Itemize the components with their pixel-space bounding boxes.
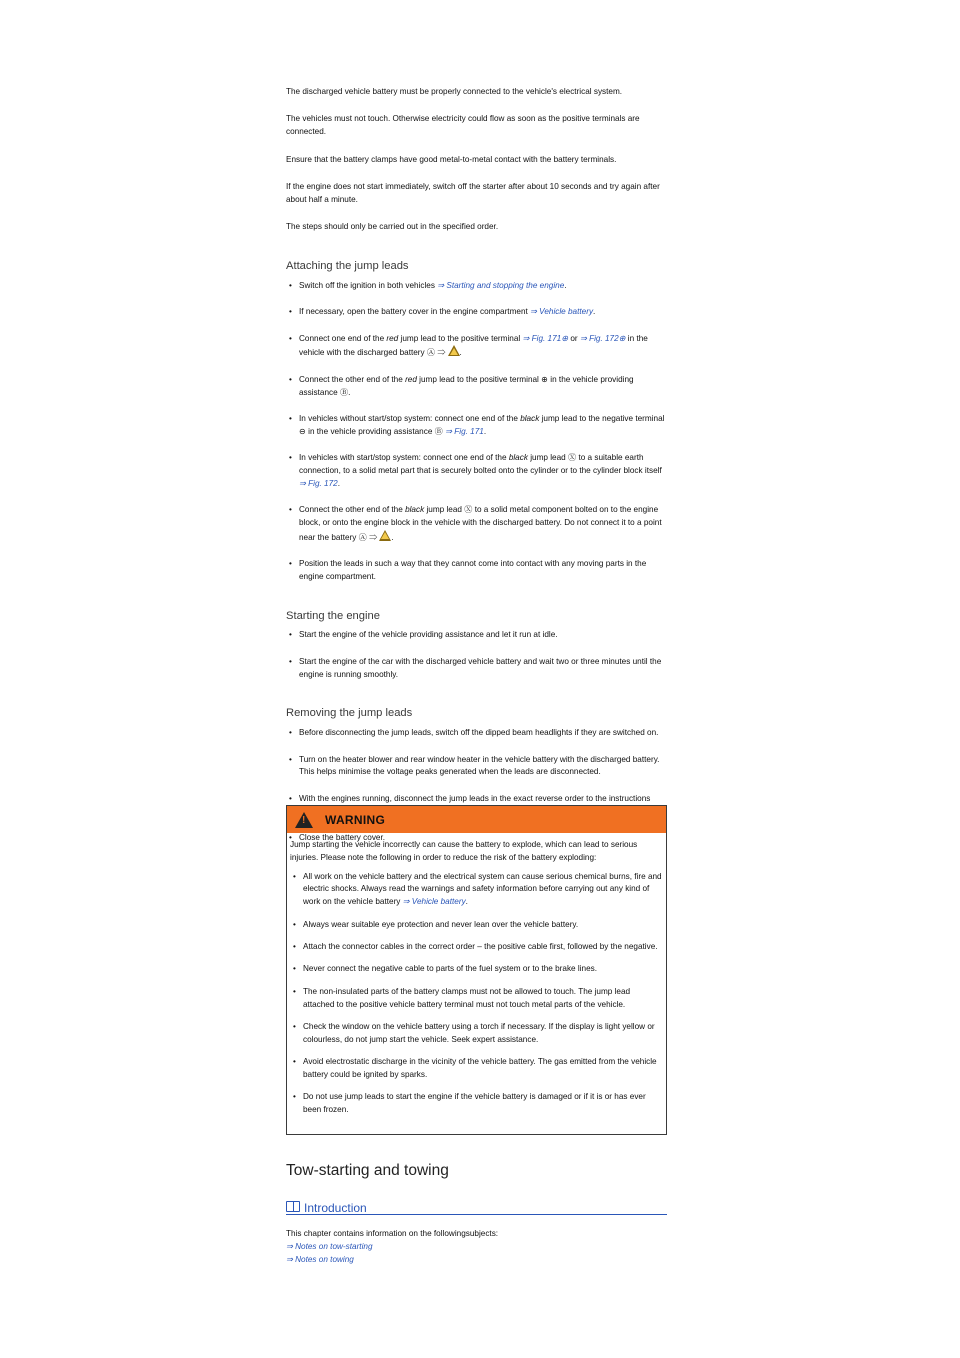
- list-item: • Never connect the negative cable to parts of the fuel system or to the brake lines.: [290, 963, 663, 976]
- list-item: • Start the engine of the car with the discharged vehicle battery and wait two or three minutes until the engine is running smoothly.: [286, 656, 668, 682]
- list-item: • All work on the vehicle battery and the electrical system can cause serious chemical burns, fire and electric shocks. Always read the warnings and safety information before carrying out any kind of work on the vehicle battery ⇒ Vehicle battery.: [290, 871, 663, 909]
- warning-body: [287, 833, 666, 1117]
- list-item: • Switch off the ignition in both vehicles ⇒ Starting and stopping the engine.: [286, 280, 668, 293]
- list-item: • Check the window on the vehicle battery using a torch if necessary. If the display is light yellow or colourless, do not jump start the vehicle. Seek expert assistance.: [290, 1021, 663, 1047]
- section-title-attaching: Attaching the jump leads: [286, 259, 409, 272]
- section-title-removing: Removing the jump leads: [286, 707, 413, 720]
- list-item: • Connect one end of the red jump lead to the positive terminal ⇒ Fig. 171⊕ or ⇒ Fig. 172⊕ in the vehicle with the discharged battery Ⓐ ⇒ .: [286, 333, 668, 361]
- link-notes-tow-starting[interactable]: ⇒ Notes on tow-starting: [286, 1241, 373, 1251]
- list-item: • Connect the other end of the red jump lead to the positive terminal ⊕ in the vehicle providing assistance Ⓑ.: [286, 374, 668, 400]
- list-item: • The non-insulated parts of the battery clamps must not be allowed to touch. The jump lead attached to the positive vehicle battery terminal must not touch metal parts of the vehicle.: [290, 986, 663, 1012]
- warning-triangle-icon[interactable]: [448, 345, 460, 356]
- starting-steps: [286, 629, 668, 681]
- chapter-subjects: [286, 1228, 498, 1266]
- link-fig-172[interactable]: ⇒ Fig. 172⊕: [579, 333, 626, 343]
- link-vehicle-battery[interactable]: ⇒ Vehicle battery: [402, 897, 466, 907]
- list-item: • Start the engine of the vehicle providing assistance and let it run at idle.: [286, 629, 668, 642]
- link-notes-towing[interactable]: ⇒ Notes on towing: [286, 1254, 354, 1264]
- paragraph: Ensure that the battery clamps have good metal-to-metal contact with the battery terminals.: [286, 154, 617, 164]
- paragraph: The steps should only be carried out in the specified order.: [286, 222, 499, 232]
- list-item: • Connect the other end of the black jump lead Ⓧ to a solid metal component bolted on to the engine block, or onto the engine block in the vehicle with the discharged battery. Do not connect it to a point near the battery Ⓐ ⇒ .: [286, 504, 668, 544]
- list-item: • In vehicles with start/stop system: connect one end of the black jump lead Ⓧ to a suitable earth connection, to a solid metal part that is securely bolted onto the cylinder or to the cylinder block itself ⇒ Fig. 172.: [286, 452, 668, 490]
- warning-title: WARNING: [325, 812, 386, 827]
- attaching-steps: [286, 280, 668, 584]
- book-icon: [286, 1201, 300, 1212]
- warning-list: [290, 871, 663, 1117]
- link-fig-171[interactable]: ⇒ Fig. 171⊕: [522, 333, 569, 343]
- link-fig-171[interactable]: ⇒ Fig. 171: [445, 426, 484, 436]
- paragraph: The vehicles must not touch. Otherwise electricity could flow as soon as the positive terminals are connected.: [286, 114, 640, 137]
- list-item: • Before disconnecting the jump leads, switch off the dipped beam headlights if they are switched on.: [286, 727, 668, 740]
- chapter-text: This chapter contains information on the followingsubjects:: [286, 1229, 499, 1238]
- list-item: • With the engines running, disconnect the jump leads in the exact reverse order to the instructions: [286, 793, 668, 819]
- list-item: • If necessary, open the battery cover in the engine compartment ⇒ Vehicle battery.: [286, 306, 668, 319]
- chapter-title: Tow-starting and towing: [286, 1162, 449, 1179]
- list-item: • In vehicles without start/stop system: connect one end of the black jump lead to the negative terminal ⊖ in the vehicle providing assistance Ⓑ ⇒ Fig. 171.: [286, 413, 668, 439]
- introduction-heading[interactable]: Introduction: [286, 1201, 667, 1215]
- list-item: • Turn on the heater blower and rear window heater in the vehicle battery with the discharged battery. This helps minimise the voltage peaks generated when the leads are disconnected.: [286, 754, 668, 780]
- warning-icon: !: [295, 812, 313, 828]
- section-title-starting: Starting the engine: [286, 609, 380, 622]
- paragraph: If the engine does not start immediately, switch off the starter after about 10 seconds and try again after about half a minute.: [286, 181, 660, 204]
- list-item: • Do not use jump leads to start the engine if the vehicle battery is damaged or if it is or has ever been frozen.: [290, 1091, 663, 1117]
- warning-triangle-icon[interactable]: [379, 530, 391, 541]
- warning-box: [286, 805, 667, 1135]
- paragraph: The discharged vehicle battery must be properly connected to the vehicle's electrical system.: [286, 87, 623, 96]
- link-fig-172[interactable]: ⇒ Fig. 172: [299, 478, 338, 488]
- list-item: • Avoid electrostatic discharge in the vicinity of the vehicle battery. The gas emitted from the vehicle battery could be ignited by sparks.: [290, 1056, 663, 1082]
- link-starting-engine[interactable]: ⇒ Starting and stopping the engine: [437, 280, 565, 290]
- list-item: • Position the leads in such a way that they cannot come into contact with any moving parts in the engine compartment.: [286, 558, 668, 584]
- warning-header: [287, 806, 666, 833]
- document-body: [286, 86, 668, 858]
- link-vehicle-battery[interactable]: ⇒ Vehicle battery: [530, 307, 594, 317]
- warning-intro: Jump starting the vehicle incorrectly can cause the battery to explode, which can lead to serious injuries. Please note the following in order to reduce the risk of the battery exploding:: [290, 840, 638, 862]
- list-item: • Close the battery cover.: [286, 832, 668, 845]
- list-item: • Attach the connector cables in the correct order – the positive cable first, followed by the negative.: [290, 941, 663, 954]
- list-item: • Always wear suitable eye protection and never lean over the vehicle battery.: [290, 919, 663, 932]
